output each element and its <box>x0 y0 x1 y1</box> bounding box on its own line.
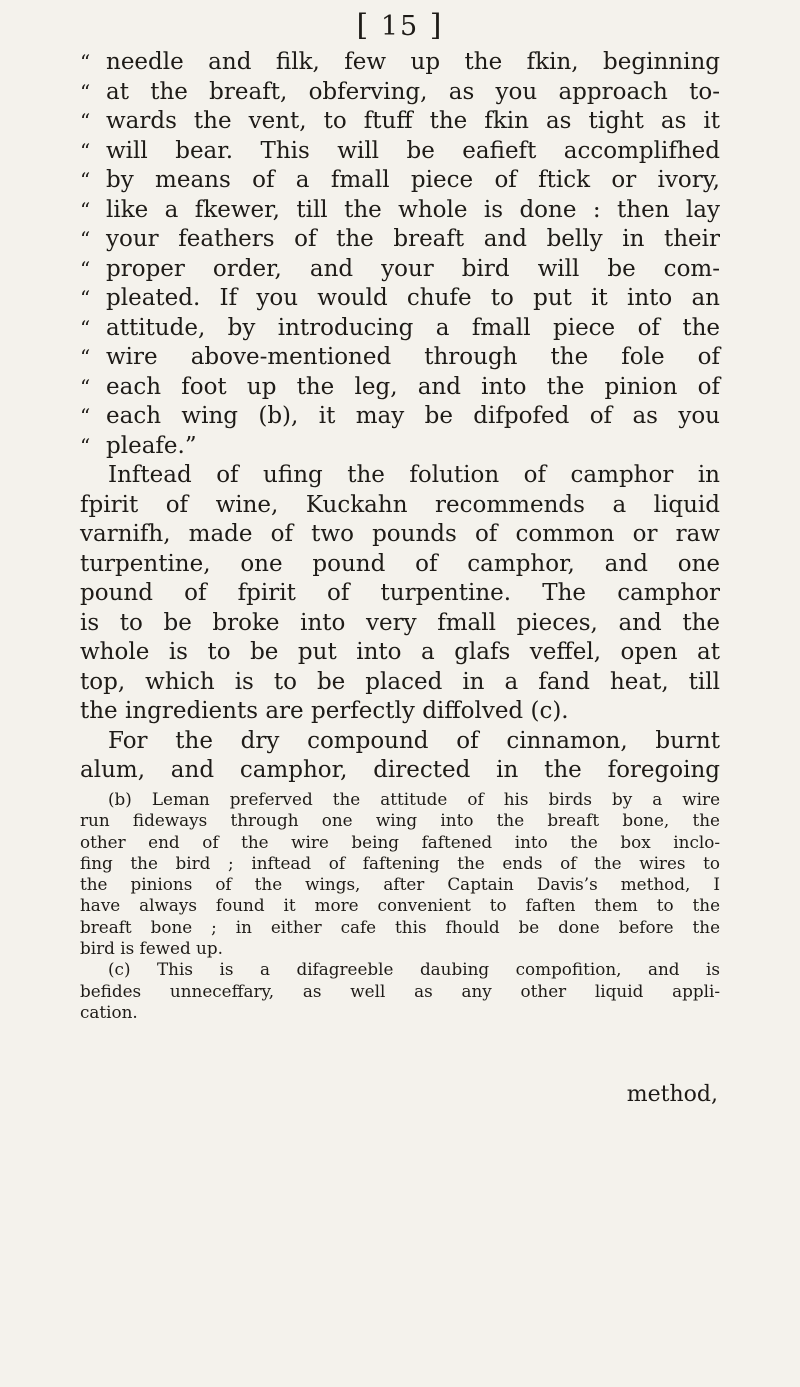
quotation-mark: “ <box>80 286 91 310</box>
text-line <box>80 255 720 285</box>
line-text: cation. <box>80 1001 138 1022</box>
line-text: bird is fewed up. <box>80 938 223 959</box>
line-text: proper order, and your bird will be com- <box>106 255 720 282</box>
footnote-line <box>80 874 720 895</box>
line-text: pleafe.” <box>106 432 197 459</box>
line-text: at the breaft, obferving, as you approach to- <box>106 78 720 105</box>
line-text: the pinions of the wings, after Captain Davis’s method, I <box>80 874 720 895</box>
page-number: [ 15 ] <box>356 8 444 43</box>
catchword: method, <box>626 1082 718 1107</box>
text-line <box>80 196 720 226</box>
text-line <box>80 491 720 521</box>
line-text: fpirit of wine, Kuckahn recommends a liquid <box>80 491 720 518</box>
text-line <box>80 343 720 373</box>
text-line <box>80 373 720 403</box>
footnote-line <box>80 789 720 810</box>
line-text: pound of fpirit of turpentine. The camphor <box>80 580 720 606</box>
text-line <box>80 284 720 314</box>
footnote-line <box>80 810 720 831</box>
quotation-mark: “ <box>80 433 91 458</box>
line-text: whole is to be put into a glafs veffel, open at <box>80 639 720 665</box>
text-line <box>80 314 720 344</box>
line-text: needle and filk, few up the fkin, beginning <box>106 49 720 75</box>
line-text: by means of a fmall piece of ftick or ivory, <box>106 167 720 193</box>
quotation-mark: “ <box>80 109 91 133</box>
line-text: For the dry compound of cinnamon, burnt <box>108 727 720 754</box>
line-text: like a fkewer, till the whole is done : then lay <box>106 196 720 223</box>
line-text: (c) This is a difagreeble daubing compofition, and is <box>108 959 720 980</box>
footnote-line <box>80 853 720 874</box>
quotation-mark: “ <box>80 168 91 192</box>
text-line <box>80 225 720 255</box>
line-text: run fideways through one wing into the breaft bone, the <box>80 810 720 831</box>
line-text: have always found it more convenient to faften them to the <box>80 895 720 916</box>
quotation-mark: “ <box>80 50 91 74</box>
text-line <box>80 638 720 668</box>
line-text: (b) Leman preferved the attitude of his birds by a wire <box>108 789 720 809</box>
quotation-mark: “ <box>80 345 91 369</box>
line-text: wire above-mentioned through the fole of <box>106 344 720 370</box>
line-text: breaft bone ; in either cafe this fhould be done before the <box>80 916 720 937</box>
text-line <box>80 137 720 167</box>
text-line <box>80 520 720 550</box>
footnote-line <box>80 959 720 980</box>
text-line <box>80 432 720 462</box>
text-line <box>80 697 720 727</box>
line-text: fing the bird ; inftead of faftening the ends of the wires to <box>80 852 720 873</box>
footnotes <box>80 789 720 1023</box>
text-line <box>80 461 720 491</box>
line-text: wards the vent, to ftuff the fkin as tight as it <box>106 108 720 134</box>
line-text: each wing (b), it may be difpofed of as you <box>106 403 720 429</box>
text-line <box>80 402 720 432</box>
line-text: the ingredients are perfectly diffolved (c). <box>80 698 569 724</box>
text-line <box>80 48 720 78</box>
main-text <box>80 48 720 786</box>
footnote-line <box>80 832 720 853</box>
line-text: alum, and camphor, directed in the foregoing <box>80 757 720 783</box>
line-text: other end of the wire being faftened into the box inclo- <box>80 831 720 852</box>
quotation-mark: “ <box>80 315 91 340</box>
quotation-mark: “ <box>80 374 91 399</box>
quotation-mark: “ <box>80 79 91 104</box>
text-line <box>80 78 720 108</box>
line-text: turpentine, one pound of camphor, and one <box>80 550 720 577</box>
quotation-mark: “ <box>80 138 91 163</box>
line-text: is to be broke into very fmall pieces, and the <box>80 609 720 636</box>
line-text: varnifh, made of two pounds of common or raw <box>80 521 720 547</box>
line-text: your feathers of the breaft and belly in their <box>106 226 720 252</box>
quotation-mark: “ <box>80 197 91 222</box>
footnote-line <box>80 895 720 916</box>
text-line <box>80 756 720 786</box>
quotation-mark: “ <box>80 404 91 428</box>
text-line <box>80 579 720 609</box>
line-text: befides unneceffary, as well as any other liquid appli- <box>80 980 720 1001</box>
quotation-mark: “ <box>80 256 91 281</box>
text-line <box>80 609 720 639</box>
footnote-line <box>80 938 720 959</box>
page-number-value: 15 <box>380 11 420 42</box>
footnote-line <box>80 981 720 1002</box>
line-text: Inftead of ufing the folution of camphor in <box>108 462 720 488</box>
line-text: attitude, by introducing a fmall piece of the <box>106 314 720 341</box>
text-line <box>80 166 720 196</box>
text-line <box>80 550 720 580</box>
text-line <box>80 727 720 757</box>
line-text: top, which is to be placed in a fand heat, till <box>80 668 720 695</box>
line-text: pleated. If you would chufe to put it into an <box>106 285 720 311</box>
line-text: each foot up the leg, and into the pinion of <box>106 373 720 400</box>
quotation-mark: “ <box>80 227 91 251</box>
footnote-line <box>80 917 720 938</box>
footnote-line <box>80 1002 720 1023</box>
text-line <box>80 668 720 698</box>
line-text: will bear. This will be eafieft accomplifhed <box>106 137 720 164</box>
text-line <box>80 107 720 137</box>
